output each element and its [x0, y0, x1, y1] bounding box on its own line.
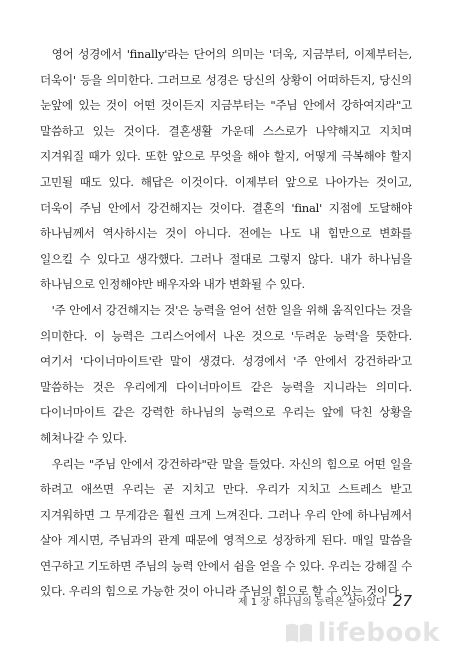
paragraph-2: '주 안에서 강건해지는 것'은 능력을 얻어 선한 일을 위해 움직인다는 것을 의미한다. 이 능력은 그리스어에서 나온 것으로 '두려운 능력'을 뜻한다. 여기서 '다이너마이트'란 말이 생겼다. 성경에서 '주 안에서 강건하라'고 말씀하는 것은 우리에게 다이너마이트 같은 능력을 지니라는 의미다. 다이너마이트 같은 강력한 하나님의 능력으로 우리는 앞에 닥친 상황을 헤쳐나갈 수 있다.	[40, 302, 412, 445]
watermark-text: lifebook	[317, 618, 440, 648]
chapter-title: 제 1 장 하나님의 능력은 살아있다	[237, 597, 386, 608]
book-icon	[284, 621, 314, 645]
paragraph-3: 우리는 "주님 안에서 강건하라"란 말을 들었다. 자신의 힘으로 어떤 일을 하려고 애쓰면 우리는 곧 지치고 만다. 우리가 지치고 스트레스 받고 지겨워하면 그 무게감은 훨씬 크게 느껴진다. 그러나 우리 안에 하나님께서 살아 계시면, 주님과의 관계 때문에 영적으로 성장하게 된다. 매일 말씀을 연구하고 기도하면 주님의 능력 안에서 쉼을 얻을 수 있다. 우리는 강해질 수 있다. 우리의 힘으로 가능한 것이 아니라 주님의 힘으로 할 수 있는 것이다.	[40, 456, 412, 599]
page-body	[40, 42, 412, 605]
paragraph-1: 영어 성경에서 'finally'라는 단어의 의미는 '더욱, 지금부터, 이제부터는, 더욱이' 등을 의미한다. 그러므로 성경은 당신의 상황이 어떠하든지, 당신의 눈앞에 있는 것이 어떤 것이든지 지금부터는 "주님 안에서 강하여지라"고 말씀하고 있는 것이다. 결혼생활 가운데 스스로가 나약해지고 지치며 지겨워질 때가 있다. 또한 앞으로 무엇을 해야 할지, 어떻게 극복해야 할지 고민될 때도 있다. 해답은 이것이다. 이제부터 앞으로 나아가는 것이고, 더욱이 주님 안에서 강건해지는 것이다. 결혼의 'final' 지점에 도달해야 하나님께서 역사하시는 것이 아니다. 전에는 나도 내 힘만으로 변화를 일으킬 수 있다고 생각했다. 그러나 절대로 그렇지 않다. 내가 하나님을 하나님으로 인정해야만 배우자와 내가 변화될 수 있다.	[40, 47, 412, 292]
page-number: 27	[392, 592, 412, 610]
watermark	[284, 618, 440, 648]
page-footer	[40, 592, 412, 610]
